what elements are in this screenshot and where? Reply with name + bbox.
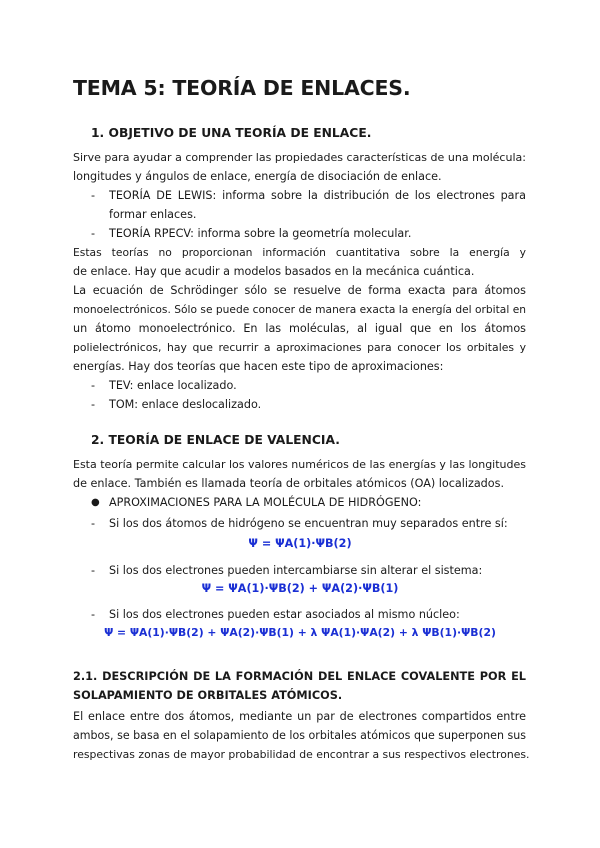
list-dash: - [91, 379, 96, 392]
paragraph-3-line-4: polielectrónicos, hay que recurrir a aproximaciones para conocer los orbitales y [73, 341, 526, 354]
section-1-heading: 1. OBJETIVO DE UNA TEORÍA DE ENLACE. [91, 126, 372, 140]
equation-1: Ψ = ΨA(1)·ΨB(2) [248, 537, 352, 550]
paragraph-3-line-3: un átomo monoelectrónico. En las moléculas, al igual que en los átomos [73, 322, 526, 335]
section-1-intro-line-2: longitudes y ángulos de enlace, energía de disociación de enlace. [73, 170, 442, 183]
paragraph-3-line-5: energías. Hay dos teorías que hacen este tipo de aproximaciones: [73, 360, 444, 373]
list-dash: - [91, 517, 96, 530]
section-2-1-heading-line-1: 2.1. DESCRIPCIÓN DE LA FORMACIÓN DEL ENLACE COVALENTE POR EL [73, 670, 526, 683]
list-dash: - [91, 564, 96, 577]
list-dash: - [91, 608, 96, 621]
lewis-item-line-2: formar enlaces. [109, 208, 197, 221]
section-2-1-paragraph-line-1: El enlace entre dos átomos, mediante un par de electrones compartidos entre [73, 710, 526, 723]
list-dash: - [91, 189, 96, 202]
rpecv-item: TEORÍA RPECV: informa sobre la geometría molecular. [109, 227, 412, 240]
case-3-text: Si los dos electrones pueden estar asociados al mismo núcleo: [109, 608, 460, 621]
case-2-text: Si los dos electrones pueden intercambiarse sin alterar el sistema: [109, 564, 483, 577]
paragraph-2-line-1: Estas teorías no proporcionan información cuantitativa sobre la energía y [73, 246, 526, 259]
tom-item: TOM: enlace deslocalizado. [109, 398, 262, 411]
paragraph-3-line-1: La ecuación de Schrödinger sólo se resuelve de forma exacta para átomos [73, 284, 526, 297]
section-2-1-paragraph-line-3: respectivas zonas de mayor probabilidad de encontrar a sus respectivos electrones. [73, 748, 530, 761]
page-title: TEMA 5: TEORÍA DE ENLACES. [73, 76, 411, 100]
bullet-marker: ● [91, 497, 100, 508]
equation-3: Ψ = ΨA(1)·ΨB(2) + ΨA(2)·ΨB(1) + λ ΨA(1)·ΨA(2) + λ ΨB(1)·ΨB(2) [104, 626, 496, 639]
section-2-paragraph-line-1: Esta teoría permite calcular los valores numéricos de las energías y las longitudes [73, 458, 526, 471]
section-2-1-paragraph-line-2: ambos, se basa en el solapamiento de los orbitales atómicos que superponen sus [73, 729, 526, 742]
case-1-text: Si los dos átomos de hidrógeno se encuentran muy separados entre sí: [109, 517, 508, 530]
list-dash: - [91, 227, 96, 240]
hydrogen-approximations-heading: APROXIMACIONES PARA LA MOLÉCULA DE HIDRÓGENO: [109, 496, 422, 509]
section-2-paragraph-line-2: de enlace. También es llamada teoría de orbitales atómicos (OA) localizados. [73, 477, 505, 490]
paragraph-3-line-2: monoelectrónicos. Sólo se puede conocer de manera exacta la energía del orbital en [73, 303, 526, 316]
tev-item: TEV: enlace localizado. [109, 379, 237, 392]
equation-2: Ψ = ΨA(1)·ΨB(2) + ΨA(2)·ΨB(1) [201, 582, 399, 595]
section-2-1-heading-line-2: SOLAPAMIENTO DE ORBITALES ATÓMICOS. [73, 689, 343, 702]
section-1-intro-line-1: Sirve para ayudar a comprender las propiedades características de una molécula: [73, 151, 526, 164]
lewis-item-line-1: TEORÍA DE LEWIS: informa sobre la distribución de los electrones para [109, 189, 526, 202]
list-dash: - [91, 398, 96, 411]
paragraph-2-line-2: de enlace. Hay que acudir a modelos basados en la mecánica cuántica. [73, 265, 475, 278]
section-2-heading: 2. TEORÍA DE ENLACE DE VALENCIA. [91, 433, 340, 447]
